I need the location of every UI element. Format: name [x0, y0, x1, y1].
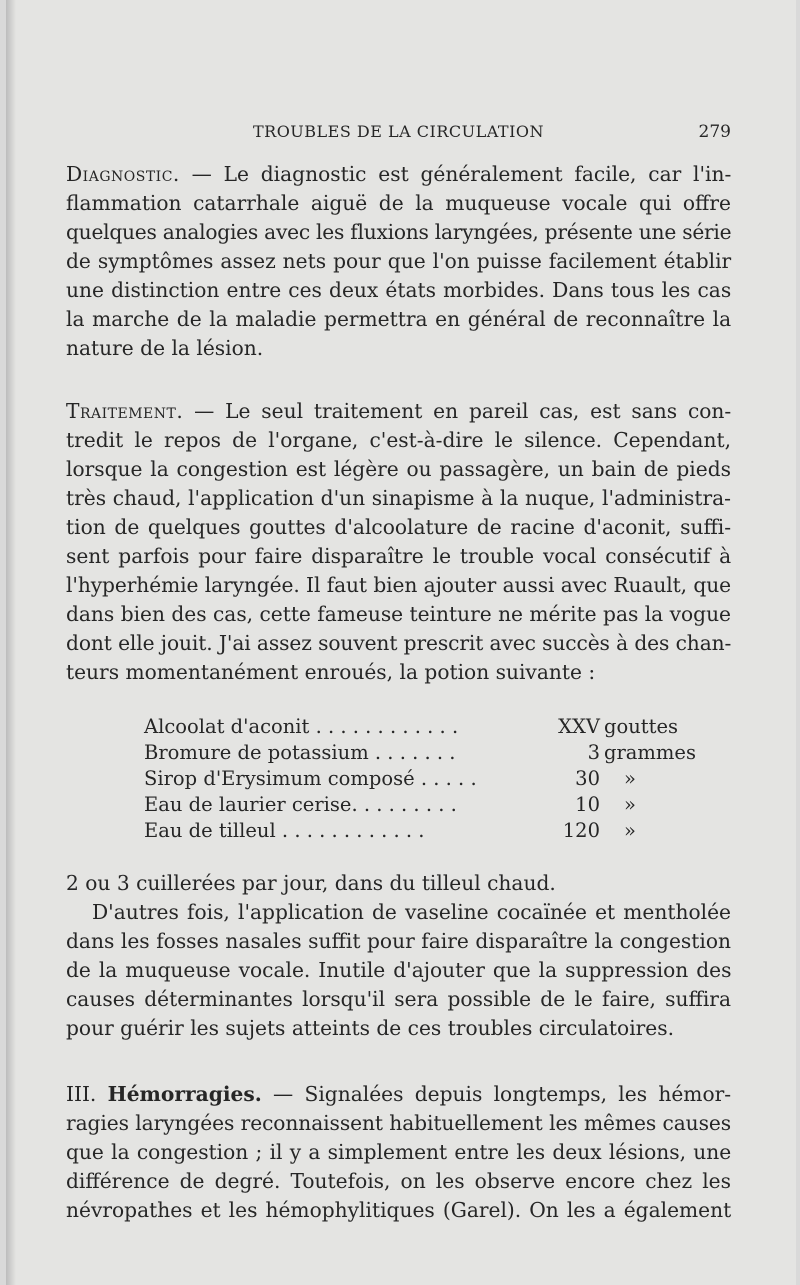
dosage-line: [66, 869, 731, 898]
ingredient-unit: »: [624, 793, 636, 816]
ingredient-name: Bromure de potassium . . . . . . .: [144, 741, 456, 764]
text-line: quelques analogies avec les fluxions laryngées, présente une série: [66, 220, 732, 244]
formula-row: [144, 792, 664, 818]
ingredient-name: Alcoolat d'aconit . . . . . . . . . . . .: [144, 715, 459, 738]
ingredient-quantity: 3: [587, 741, 600, 764]
formula-row: [144, 740, 696, 766]
text-line: [66, 160, 731, 189]
text-line: la marche de la maladie permettra en général de reconnaître la: [66, 307, 732, 331]
text-line-content: — Signalées depuis longtemps, les hémor-: [261, 1082, 732, 1106]
autres-fois-paragraph: [66, 898, 731, 1043]
ingredient-quantity: 30: [575, 767, 600, 790]
ingredient-unit: »: [624, 767, 636, 790]
formula-row: [144, 818, 664, 844]
ingredient-name: Sirop d'Erysimum composé . . . . .: [144, 767, 477, 790]
text-line: dont elle jouit. J'ai assez souvent prescrit avec succès à des chan-: [66, 631, 732, 655]
page-header: [66, 122, 731, 146]
text-line: flammation catarrhale aiguë de la muqueuse vocale qui offre: [66, 191, 731, 215]
page-number: 279: [698, 122, 731, 142]
ingredient-quantity: XXV: [558, 715, 600, 738]
ingredient-name: Eau de laurier cerise. . . . . . . . .: [144, 793, 457, 816]
ingredient-unit: »: [624, 819, 636, 842]
ingredient-quantity: 10: [575, 793, 600, 816]
text-line: de la muqueuse vocale. Inutile d'ajouter que la suppression des: [66, 958, 732, 982]
section-label-traitement: Traitement.: [66, 399, 184, 423]
text-line: que la congestion ; il y a simplement entre les deux lésions, une: [66, 1140, 732, 1164]
section-title-hemorragies: Hémorragies.: [107, 1082, 262, 1106]
text-line: tredit le repos de l'organe, c'est-à-dire le silence. Cependant,: [66, 428, 731, 452]
ingredient-quantity: 120: [562, 819, 600, 842]
text-line: névropathes et les hémophylitiques (Garel). On les a également: [66, 1198, 732, 1222]
section-numeral: III.: [66, 1082, 97, 1106]
hemorragies-paragraph: [66, 1080, 731, 1225]
text-line: l'hyperhémie laryngée. Il faut bien ajouter aussi avec Ruault, que: [66, 573, 731, 597]
text-line: [66, 1080, 731, 1109]
book-page: [6, 0, 796, 1285]
text-line: très chaud, l'application d'un sinapisme à la nuque, l'administra-: [66, 486, 731, 510]
binding-shadow: [6, 0, 16, 1285]
ingredient-unit: gouttes: [604, 715, 679, 738]
text-line: tion de quelques gouttes d'alcoolature de racine d'aconit, suffi-: [66, 515, 732, 539]
text-line: différence de degré. Toutefois, on les observe encore chez les: [66, 1169, 731, 1193]
text-line-content: — Le diagnostic est généralement facile, car l'in-: [179, 162, 732, 186]
text-line: dans les fosses nasales suffit pour faire disparaître la congestion: [66, 929, 731, 953]
formula-row: [144, 766, 664, 792]
text-line: [66, 397, 731, 426]
ingredient-unit: grammes: [604, 741, 696, 764]
text-line: causes déterminantes lorsqu'il sera possible de le faire, suffira: [66, 987, 731, 1011]
diagnostic-paragraph: [66, 160, 731, 363]
running-title: TROUBLES DE LA CIRCULATION: [252, 122, 545, 141]
formula-row: [144, 714, 679, 740]
text-line: D'autres fois, l'application de vaseline cocaïnée et mentholée: [92, 900, 731, 924]
text-line: ragies laryngées reconnaissent habituellement les mêmes causes: [66, 1111, 731, 1135]
text-line: sent parfois pour faire disparaître le trouble vocal consécutif à: [66, 544, 732, 568]
traitement-paragraph: [66, 397, 731, 687]
text-line: nature de la lésion.: [66, 336, 264, 360]
text-line: 2 ou 3 cuillerées par jour, dans du tilleul chaud.: [66, 871, 556, 895]
text-line: de symptômes assez nets pour que l'on puisse facilement établir: [66, 249, 732, 273]
text-line: pour guérir les sujets atteints de ces troubles circulatoires.: [66, 1016, 675, 1040]
prescription-formula: [144, 714, 696, 844]
text-line: dans bien des cas, cette fameuse teinture ne mérite pas la vogue: [66, 602, 731, 626]
section-label-diagnostic: Diagnostic.: [66, 162, 180, 186]
text-line: lorsque la congestion est légère ou passagère, un bain de pieds: [66, 457, 731, 481]
text-line-content: — Le seul traitement en pareil cas, est sans con-: [183, 399, 732, 423]
ingredient-name: Eau de tilleul . . . . . . . . . . . .: [144, 819, 425, 842]
text-line: teurs momentanément enroués, la potion suivante :: [66, 660, 596, 684]
text-line: une distinction entre ces deux états morbides. Dans tous les cas: [66, 278, 732, 302]
